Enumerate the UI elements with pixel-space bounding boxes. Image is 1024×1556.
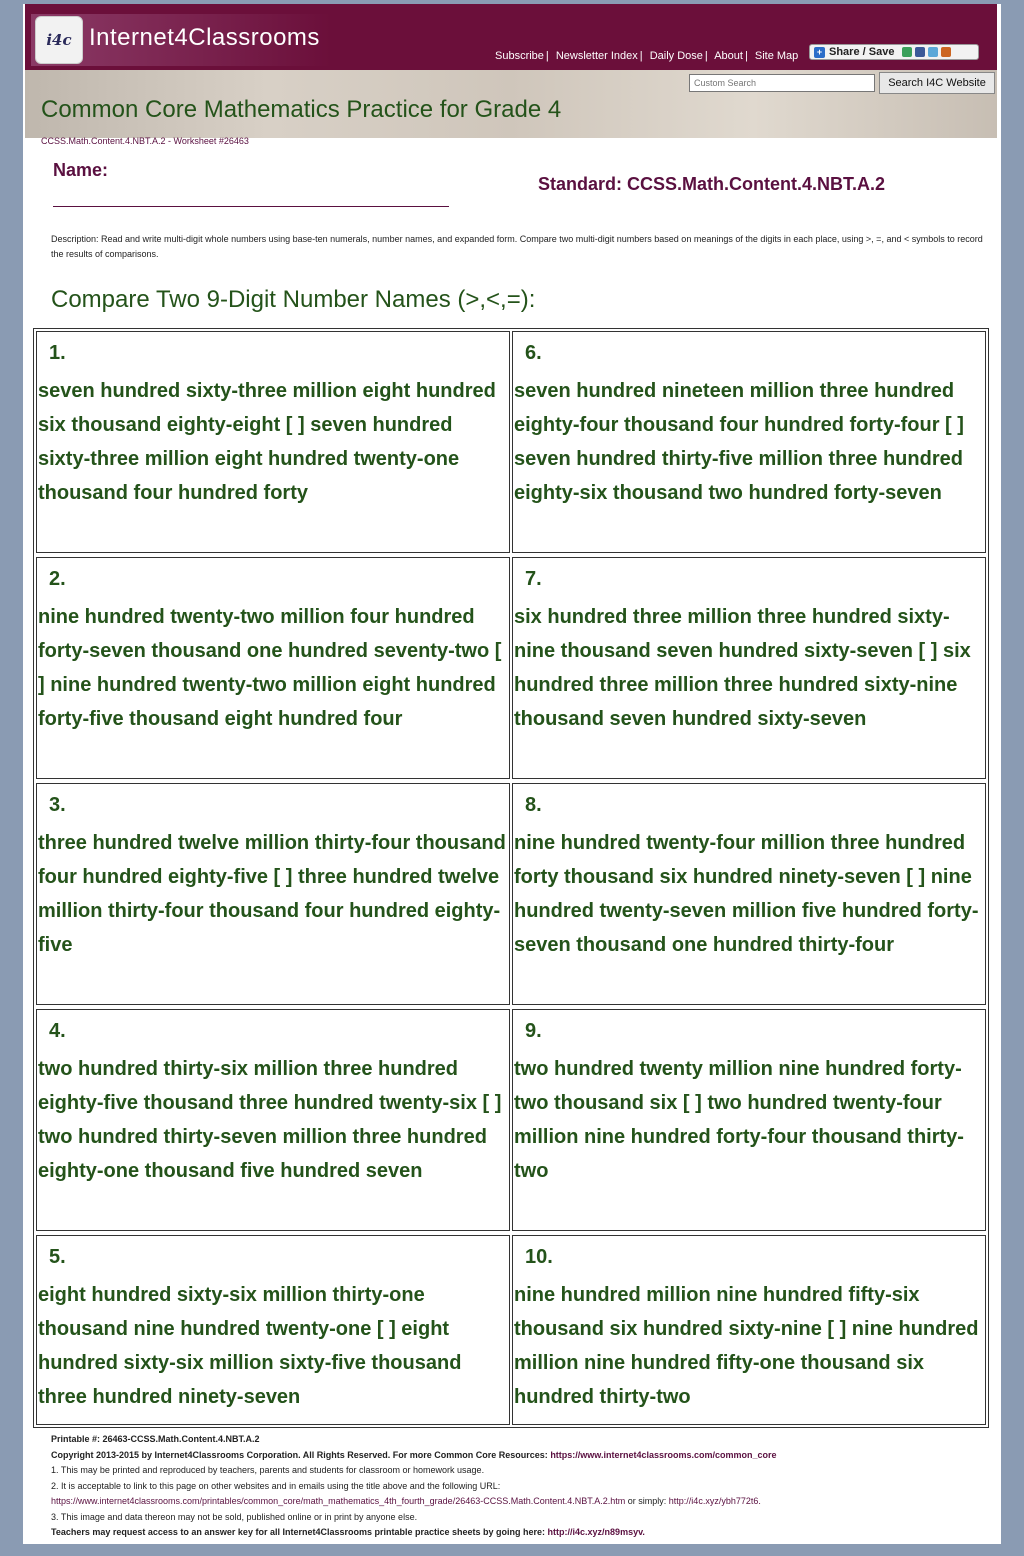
name-label: Name: (53, 160, 109, 180)
nav-about[interactable]: About (714, 50, 743, 62)
question-cell (36, 1009, 510, 1231)
footer-note-1: 1. This may be printed and reproduced by teachers, parents and students for classroom or homework usage. (51, 1465, 485, 1475)
question-text: seven hundred sixty-three million eight hundred six thousand eighty-eight [ ] seven hundred sixty-three million eight hundred twenty-one thousand four hundred forty (38, 380, 496, 504)
logo-badge-icon: i4c (35, 16, 83, 64)
page (23, 4, 1001, 1544)
question-number: 8. (525, 794, 542, 816)
nav-site-map[interactable]: Site Map (754, 50, 799, 62)
question-number: 3. (49, 794, 66, 816)
share-save-button[interactable] (809, 44, 979, 60)
question-cell (512, 1235, 986, 1425)
nav-subscribe[interactable]: Subscribe (495, 50, 544, 62)
question-number: 2. (49, 568, 66, 590)
question-text: eight hundred sixty-six million thirty-one thousand nine hundred twenty-one [ ] eight hundred sixty-six million sixty-five thousand three hundred ninety-seven (38, 1284, 462, 1408)
worksheet-url-link[interactable]: https://www.internet4classrooms.com/printables/common_core/math_mathematics_4th_fourth_grade/26463-CCSS.Math.Content.4.NBT.A.2.htm (51, 1496, 626, 1506)
footer-note-3: 3. This image and data thereon may not be sold, published online or in print by anyone else. (51, 1511, 418, 1522)
worksheet-grid (33, 328, 989, 1428)
question-number: 10. (525, 1246, 553, 1268)
standard-label: Standard: CCSS.Math.Content.4.NBT.A.2 (538, 174, 886, 194)
description: Description: Read and write multi-digit whole numbers using base-ten numerals, number names, and expanded form. Compare two multi-digit numbers based on meanings of the digits in each place, using >, =, and < symbols to record the results of comparisons. (51, 234, 983, 259)
section-title: Compare Two 9-Digit Number Names (>,<,=): (51, 286, 536, 313)
page-title: Common Core Mathematics Practice for Grade 4 (41, 96, 562, 123)
copyright-line (51, 1448, 991, 1464)
answer-key-link[interactable]: http://i4c.xyz/n89msyv. (547, 1527, 645, 1537)
answer-key-line (51, 1525, 991, 1541)
question-cell (36, 331, 510, 553)
printable-number: Printable #: 26463-CCSS.Math.Content.4.NBT.A.2 (51, 1434, 260, 1444)
question-number: 9. (525, 1020, 542, 1042)
question-cell (512, 557, 986, 779)
question-text: nine hundred million nine hundred fifty-six thousand six hundred sixty-nine [ ] nine hundred million nine hundred fifty-one thousand six hundred thirty-two (514, 1284, 979, 1408)
more-share-icon[interactable] (941, 47, 951, 57)
share-label: Share / Save (829, 46, 895, 58)
copyright-text: Copyright 2013-2015 by Internet4Classrooms Corporation. All Rights Reserved. For more Common Core Resources: (51, 1449, 548, 1460)
nav-newsletter-index[interactable]: Newsletter Index (555, 50, 638, 62)
common-core-link[interactable]: https://www.internet4classrooms.com/common_core (550, 1449, 777, 1460)
footer-note-2: 2. It is acceptable to link to this page on other websites and in emails using the title above and the following URL: (51, 1480, 501, 1491)
question-cell (36, 783, 510, 1005)
worksheet-id: CCSS.Math.Content.4.NBT.A.2 - Worksheet #26463 (41, 136, 249, 146)
question-cell (512, 1009, 986, 1231)
short-url-link[interactable]: http://i4c.xyz/ybh772t6. (668, 1496, 761, 1506)
facebook-icon[interactable] (915, 47, 925, 57)
name-line (53, 206, 449, 207)
share-plus-icon: + (814, 47, 825, 58)
question-text: nine hundred twenty-four million three hundred forty thousand six hundred ninety-seven [ ] nine hundred twenty-seven million five hundred forty-seven thousand one hundred thirty-four (514, 832, 979, 956)
answer-key-text: Teachers may request access to an answer key for all Internet4Classrooms printable practice sheets by going here: (51, 1527, 546, 1537)
top-nav: Subscribe | Newsletter Index | Daily Dose | About | Site Map (495, 50, 799, 62)
footer (51, 1432, 991, 1541)
question-cell (512, 783, 986, 1005)
email-share-icon[interactable] (902, 47, 912, 57)
question-text: three hundred twelve million thirty-four thousand four hundred eighty-five [ ] three hundred twelve million thirty-four thousand four hundred eighty-five (38, 832, 506, 956)
question-number: 4. (49, 1020, 66, 1042)
site-logo[interactable] (31, 14, 331, 66)
question-cell (512, 331, 986, 553)
question-cell (36, 557, 510, 779)
logo-text: Internet4Classrooms (89, 24, 320, 51)
question-number: 1. (49, 342, 66, 364)
question-cell (36, 1235, 510, 1425)
question-text: two hundred thirty-six million three hundred eighty-five thousand three hundred twenty-six [ ] two hundred thirty-seven million three hundred eighty-one thousand five hundred seven (38, 1058, 502, 1182)
question-text: six hundred three million three hundred sixty-nine thousand seven hundred sixty-seven [ ] six hundred three million three hundred sixty-nine thousand seven hundred sixty-seven (514, 606, 971, 730)
or-simply-text: or simply: (625, 1496, 669, 1506)
site-header (25, 4, 997, 70)
nav-daily-dose[interactable]: Daily Dose (649, 50, 703, 62)
question-number: 6. (525, 342, 542, 364)
question-text: seven hundred nineteen million three hundred eighty-four thousand four hundred forty-four [ ] seven hundred thirty-five million three hundred eighty-six thousand two hundred forty-seven (514, 380, 964, 504)
question-text: two hundred twenty million nine hundred forty-two thousand six [ ] two hundred twenty-four million nine hundred forty-four thousand thirty-two (514, 1058, 964, 1182)
twitter-icon[interactable] (928, 47, 938, 57)
question-number: 5. (49, 1246, 66, 1268)
footer-url-line (51, 1494, 991, 1510)
question-text: nine hundred twenty-two million four hundred forty-seven thousand one hundred seventy-two [ ] nine hundred twenty-two million eight hundred forty-five thousand eight hundred four (38, 606, 502, 730)
search-input[interactable] (689, 74, 875, 92)
search-button[interactable]: Search I4C Website (879, 72, 995, 94)
question-number: 7. (525, 568, 542, 590)
